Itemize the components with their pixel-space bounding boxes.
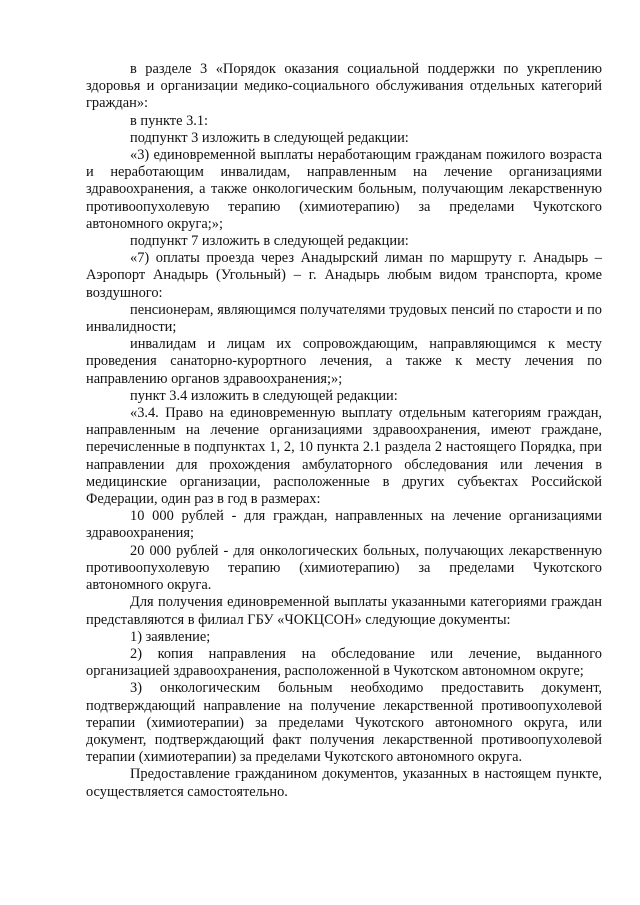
paragraph-clause-3-4-text: «3.4. Право на единовременную выплату отдельным категориям граждан, направленным на лечение организациями здравоохранения, имеют граждане, перечисленные в подпунктах 1, 2, 10 пункта 2.1 раздела 2 настоящего Порядка, при направлении для прохождения амбулаторного обследования или лечения в медицинские организации, расположенные в других субъектах Российской Федерации, один раз в год в размерах: xyxy=(86,405,602,508)
paragraph-clause-3-4-heading: пункт 3.4 изложить в следующей редакции: xyxy=(130,387,398,404)
paragraph-submission-note: Предоставление гражданином документов, указанных в настоящем пункте, осуществляется самостоятельно. xyxy=(86,766,602,800)
paragraph-documents-intro: Для получения единовременной выплаты указанными категориями граждан представляются в филиал ГБУ «ЧОКЦСОН» следующие документы: xyxy=(86,594,602,628)
paragraph-amount-10000: 10 000 рублей - для граждан, направленных на лечение организациями здравоохранения; xyxy=(86,508,602,542)
list-item-oncology-document: 3) онкологическим больным необходимо предоставить документ, подтверждающий направление на получение лекарственной противоопухолевой терапии (химиотерапии) за пределами Чукотского автономного округа, или документ, подтверждающий факт получения лекарственной противоопухолевой терапии (химиотерапии) за пределами Чукотского автономного округа. xyxy=(86,680,602,766)
paragraph-subclause-3-heading: подпункт 3 изложить в следующей редакции: xyxy=(130,129,409,146)
paragraph-subclause-7-text: «7) оплаты проезда через Анадырский лиман по маршруту г. Анадырь – Аэропорт Анадырь (Угольный) – г. Анадырь любым видом транспорта, кроме воздушного: xyxy=(86,250,602,301)
paragraph-disabled-persons: инвалидам и лицам их сопровождающим, направляющимся к месту проведения санаторно-курортного лечения, а также к месту лечения по направлению органов здравоохранения;»; xyxy=(86,336,602,387)
paragraph-subclause-3-text: «3) единовременной выплаты неработающим гражданам пожилого возраста и неработающим инвалидам, направленным на лечение организациями здравоохранения, а также онкологическим больным, получающим лекарственную противоопухолевую терапию (химиотерапию) за пределами Чукотского автономного округа;»; xyxy=(86,147,602,232)
paragraph-subclause-7-heading: подпункт 7 изложить в следующей редакции: xyxy=(130,233,409,250)
paragraph-section-3-intro: в разделе 3 «Порядок оказания социальной поддержки по укреплению здоровья и организации медико-социального обслуживания отдельных категорий граждан»: xyxy=(86,61,602,112)
list-item-referral-copy: 2) копия направления на обследование или лечение, выданного организацией здравоохранения, расположенной в Чукотском автономном округе; xyxy=(86,645,602,680)
list-item-application: 1) заявление; xyxy=(130,628,211,645)
paragraph-amount-20000: 20 000 рублей - для онкологических больных, получающих лекарственную противоопухолевую терапию (химиотерапию) за пределами Чукотского автономного округа. xyxy=(86,542,602,594)
paragraph-pensioners: пенсионерам, являющимся получателями трудовых пенсий по старости и по инвалидности; xyxy=(86,301,602,336)
paragraph-clause-3-1: в пункте 3.1: xyxy=(130,112,209,129)
